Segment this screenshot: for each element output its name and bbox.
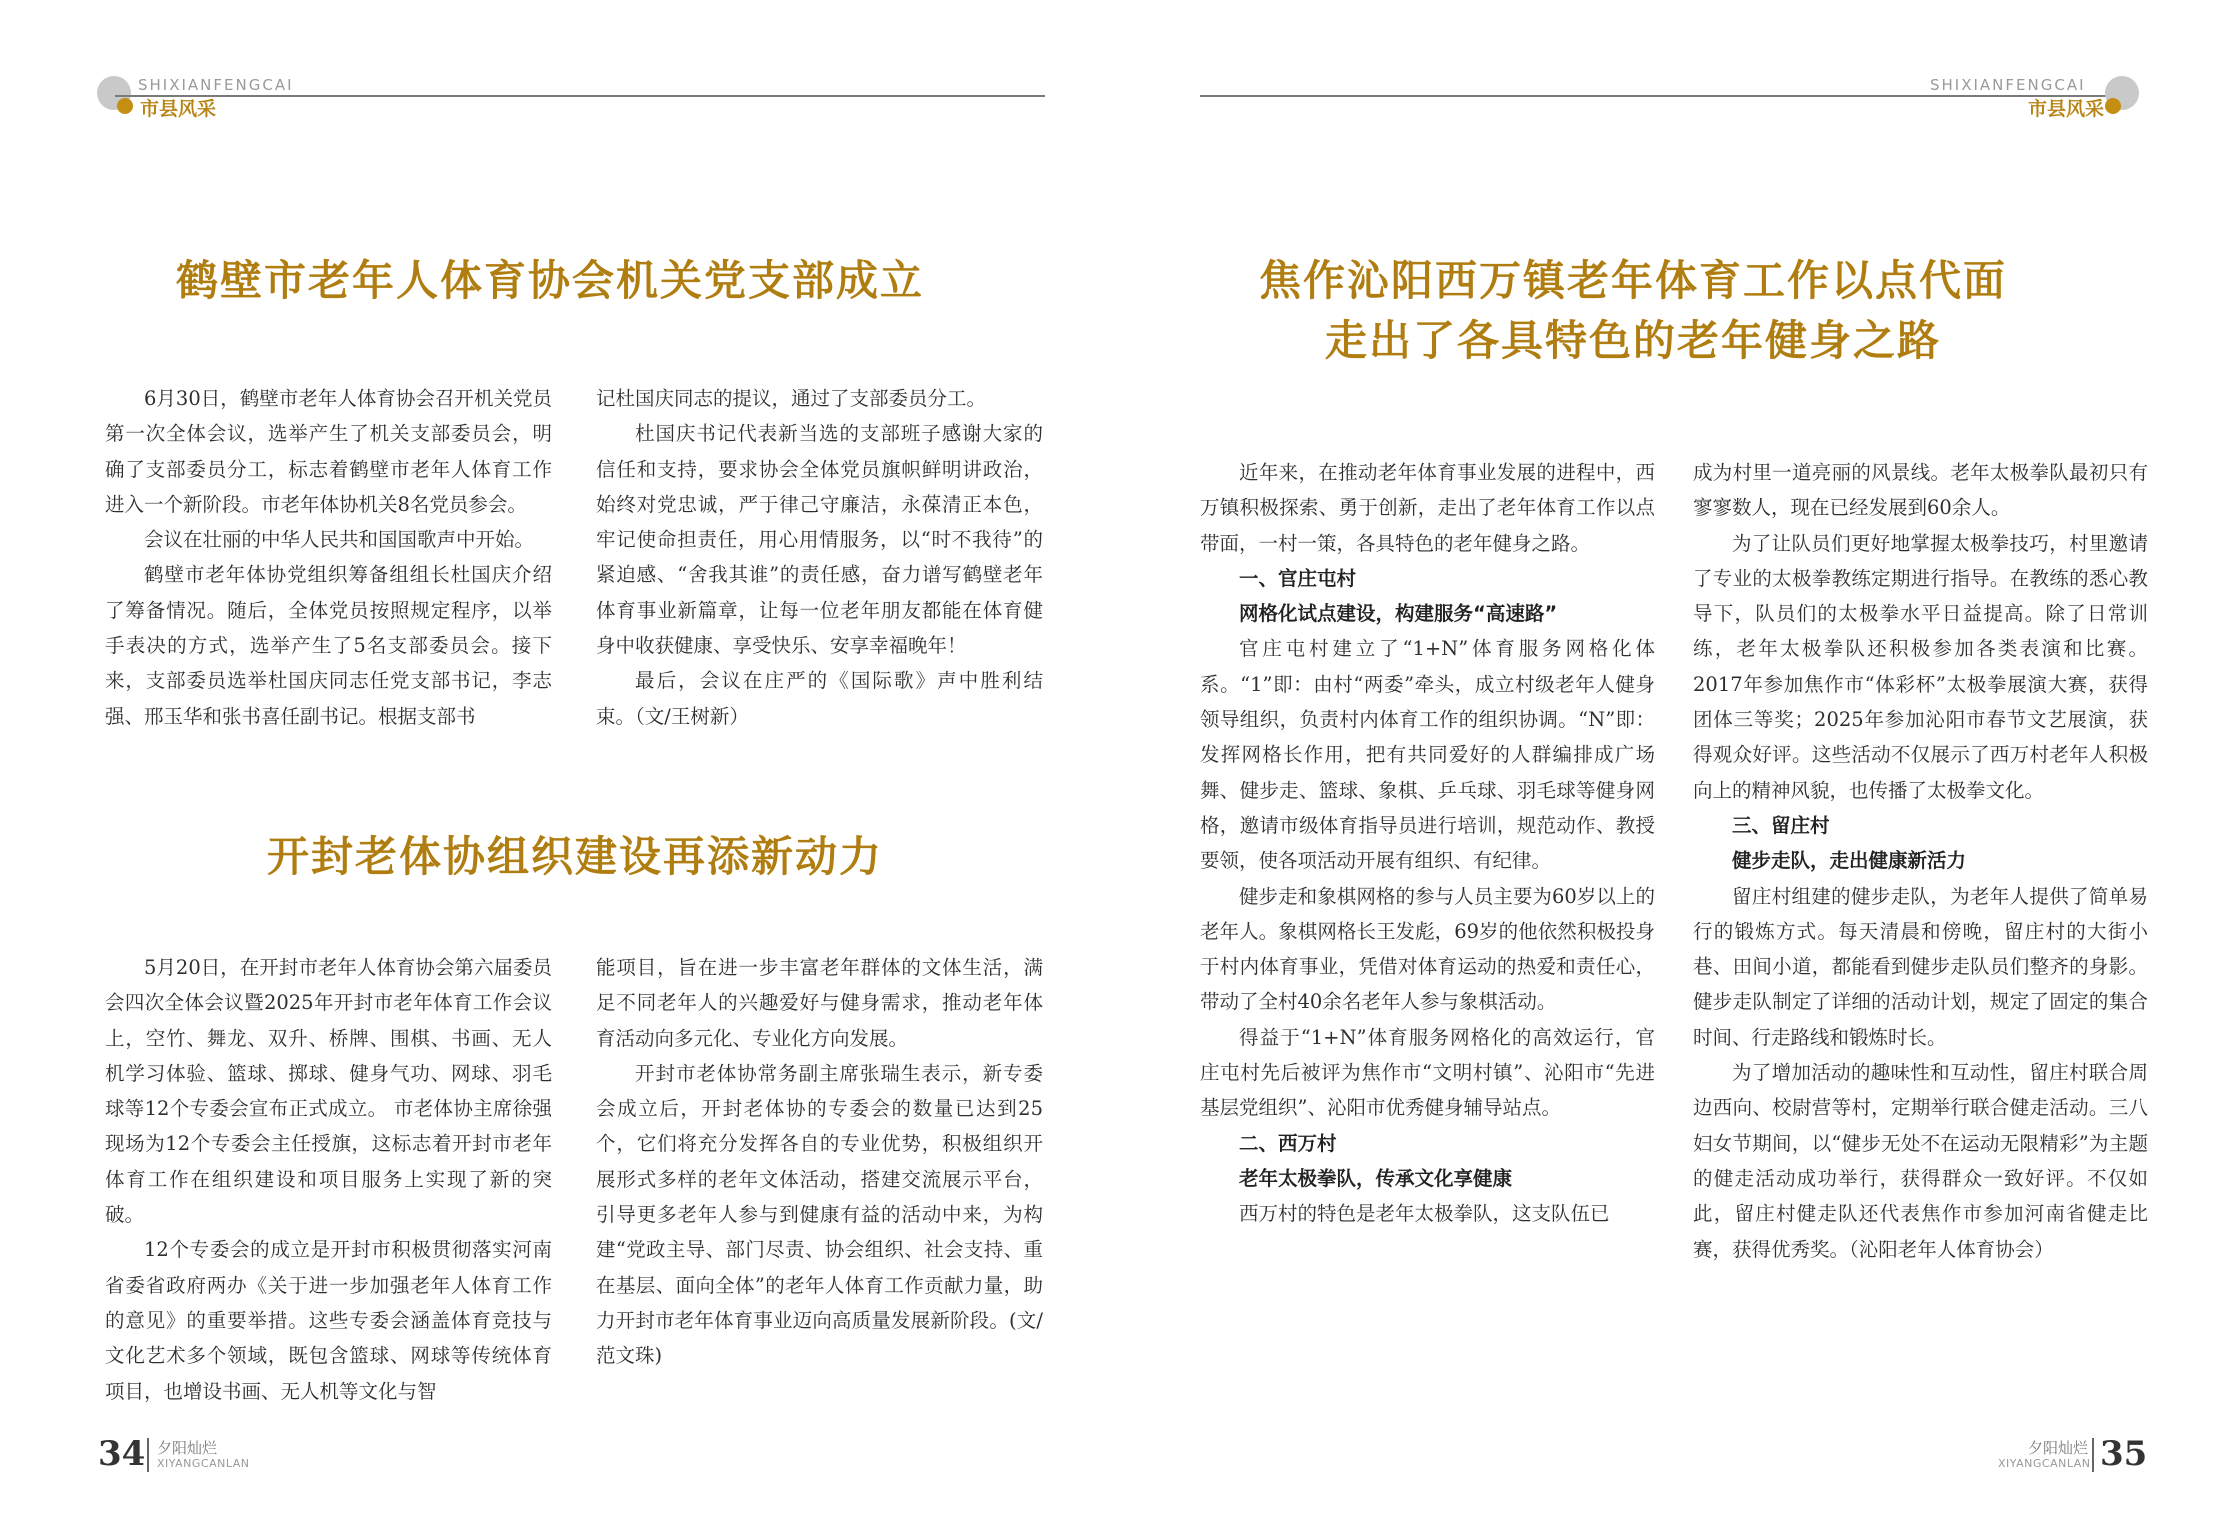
paragraph-continuation: 记杜国庆同志的提议，通过了支部委员分工。 bbox=[596, 387, 987, 410]
page-number-right: 35 bbox=[2100, 1434, 2148, 1474]
header-rule bbox=[1200, 95, 2130, 97]
article3-title-line2: 走出了各具特色的老年健身之路 bbox=[1324, 316, 1941, 365]
paragraph: 最后，会议在庄严的《国际歌》声中胜利结束。（文/王树新） bbox=[596, 669, 1043, 728]
header-section-label: 市县风采 bbox=[140, 98, 217, 120]
paragraph: 为了增加活动的趣味性和互动性，留庄村联合周边西向、校尉营等村，定期举行联合健走活动。三八妇女节期间，以“健步无处不在运动无限精彩”为主题的健走活动成功举行，获得群众一致好评。不仅如此，留庄村健走队还代表焦作市参加河南省健走比赛，获得优秀奖。（沁阳老年人体育协会） bbox=[1693, 1061, 2148, 1261]
header-en-label: SHIXIANFENGCAI bbox=[1930, 76, 2086, 94]
footer-divider bbox=[147, 1438, 149, 1472]
header-rule bbox=[115, 95, 1045, 97]
paragraph-continuation: 能项目，旨在进一步丰富老年群体的文体生活，满足不同老年人的兴趣爱好与健身需求，推动老年体育活动向多元化、专业化方向发展。 bbox=[596, 956, 1043, 1050]
header-gold-dot-decoration bbox=[2105, 98, 2121, 114]
section-heading: 二、西万村 bbox=[1239, 1131, 1337, 1155]
paragraph: 留庄村组建的健步走队，为老年人提供了简单易行的锻炼方式。每天清晨和傍晚，留庄村的大街小巷、田间小道，都能看到健步走队员们整齐的身影。健步走队制定了详细的活动计划，规定了固定的集合时间、行走路线和锻炼时长。 bbox=[1693, 884, 2148, 1049]
page-number-left: 34 bbox=[98, 1434, 146, 1474]
section-subheading: 老年太极拳队，传承文化享健康 bbox=[1239, 1166, 1513, 1190]
article3-column2 bbox=[1693, 455, 2148, 1267]
paragraph: 杜国庆书记代表新当选的支部班子感谢大家的信任和支持，要求协会全体党员旗帜鲜明讲政治，始终对党忠诚，严于律己守廉洁，永葆清正本色，牢记使命担责任，用心用情服务，以“时不我待”的紧迫感、“舍我其谁”的责任感，奋力谱写鹤壁老年体育事业新篇章，让每一位老年朋友都能在体育健身中收获健康、享受快乐、安享幸福晚年！ bbox=[596, 422, 1043, 658]
header-en-label: SHIXIANFENGCAI bbox=[138, 76, 294, 94]
paragraph: 健步走和象棋网格的参与人员主要为60岁以上的老年人。象棋网格长王发彪，69岁的他依然积极投身于村内体育事业，凭借对体育运动的热爱和责任心，带动了全村40余名老年人参与象棋活动。 bbox=[1200, 884, 1655, 1014]
paragraph-continuation: 成为村里一道亮丽的风景线。老年太极拳队最初只有寥寥数人，现在已经发展到60余人。 bbox=[1693, 461, 2148, 520]
footer-magazine-name: 夕阳灿烂 bbox=[2028, 1439, 2089, 1457]
paragraph: 近年来，在推动老年体育事业发展的进程中，西万镇积极探索、勇于创新，走出了老年体育工作以点带面，一村一策，各具特色的老年健身之路。 bbox=[1200, 461, 1655, 555]
paragraph: 西万村的特色是老年太极拳队，这支队伍已 bbox=[1239, 1202, 1610, 1226]
section-heading: 三、留庄村 bbox=[1732, 813, 1830, 837]
footer-divider bbox=[2092, 1438, 2094, 1472]
section-subheading: 健步走队，走出健康新活力 bbox=[1732, 849, 1967, 873]
header-gold-dot-decoration bbox=[117, 98, 133, 114]
paragraph: 得益于“1+N”体育服务网格化的高效运行，官庄屯村先后被评为焦作市“文明村镇”、沁阳市“先进基层党组织”、沁阳市优秀健身辅导站点。 bbox=[1200, 1025, 1655, 1120]
paragraph: 鹤壁市老年体协党组织筹备组组长杜国庆介绍了筹备情况。随后，全体党员按照规定程序，以举手表决的方式，选举产生了5名支部委员会。接下来，支部委员选举杜国庆同志任党支部书记，李志强、邢玉华和张书喜任副书记。根据支部书 bbox=[105, 563, 552, 728]
paragraph: 会议在壮丽的中华人民共和国国歌声中开始。 bbox=[144, 528, 535, 552]
paragraph: 12个专委会的成立是开封市积极贯彻落实河南省委省政府两办《关于进一步加强老年人体育工作的意见》的重要举措。这些专委会涵盖体育竞技与文化艺术多个领域，既包含篮球、网球等传统体育项目，也增设书画、无人机等文化与智 bbox=[105, 1238, 552, 1403]
article2-column1 bbox=[105, 950, 552, 1409]
header-section-label: 市县风采 bbox=[2028, 98, 2105, 120]
footer-magazine-en: XIYANGCANLAN bbox=[157, 1457, 250, 1470]
paragraph: 官庄屯村建立了“1+N”体育服务网格化体系。“1”即：由村“两委”牵头，成立村级老年人健身领导组织，负责村内体育工作的组织协调。“N”即：发挥网格长作用，把有共同爱好的人群编排成广场舞、健步走、篮球、象棋、乒乓球、羽毛球等健身网格，邀请市级体育指导员进行培训，规范动作、教授要领，使各项活动开展有组织、有纪律。 bbox=[1200, 637, 1655, 873]
right-page bbox=[1118, 0, 2236, 1528]
article3-column1 bbox=[1200, 455, 1655, 1232]
paragraph: 为了让队员们更好地掌握太极拳技巧，村里邀请了专业的太极拳教练定期进行指导。在教练的悉心教导下，队员们的太极拳水平日益提高。除了日常训练，老年太极拳队还积极参加各类表演和比赛。2017年参加焦作市“体彩杯”太极拳展演大赛，获得团体三等奖；2025年参加沁阳市春节文艺展演，获得观众好评。这些活动不仅展示了西万村老年人积极向上的精神风貌，也传播了太极拳文化。 bbox=[1693, 531, 2148, 802]
article3-title-line1: 焦作沁阳西万镇老年体育工作以点代面 bbox=[1258, 256, 2007, 305]
paragraph: 开封市老体协常务副主席张瑞生表示，新专委会成立后，开封老体协的专委会的数量已达到25个，它们将充分发挥各自的专业优势，积极组织开展形式多样的老年文体活动，搭建交流展示平台，引导更多老年人参与到健康有益的活动中来，为构建“党政主导、部门尽责、协会组织、社会支持、重在基层、面向全体”的老年人体育工作贡献力量，助力开封市老年体育事业迈向高质量发展新阶段。(文/范文珠) bbox=[596, 1061, 1043, 1368]
section-subheading: 网格化试点建设，构建服务“高速路” bbox=[1239, 602, 1558, 626]
article1-column2 bbox=[596, 381, 1043, 734]
footer-magazine-en: XIYANGCANLAN bbox=[1998, 1457, 2091, 1470]
article1-column1 bbox=[105, 381, 552, 734]
article1-title: 鹤壁市老年人体育协会机关党支部成立 bbox=[175, 256, 924, 305]
article2-title: 开封老体协组织建设再添新动力 bbox=[266, 832, 883, 881]
footer-magazine-name: 夕阳灿烂 bbox=[157, 1439, 218, 1457]
article2-column2 bbox=[596, 950, 1043, 1374]
paragraph: 5月20日，在开封市老年人体育协会第六届委员会四次全体会议暨2025年开封市老年体育工作会议上，空竹、舞龙、双升、桥牌、围棋、书画、无人机学习体验、篮球、掷球、健身气功、网球、羽毛球等12个专委会宣布正式成立。 市老体协主席徐强现场为12个专委会主任授旗，这标志着开封市老年体育工作在组织建设和项目服务上实现了新的突破。 bbox=[105, 956, 552, 1227]
paragraph: 6月30日，鹤壁市老年人体育协会召开机关党员第一次全体会议，选举产生了机关支部委员会，明确了支部委员分工，标志着鹤壁市老年人体育工作进入一个新阶段。市老年体协机关8名党员参会。 bbox=[105, 387, 552, 516]
section-heading: 一、官庄屯村 bbox=[1239, 566, 1357, 590]
